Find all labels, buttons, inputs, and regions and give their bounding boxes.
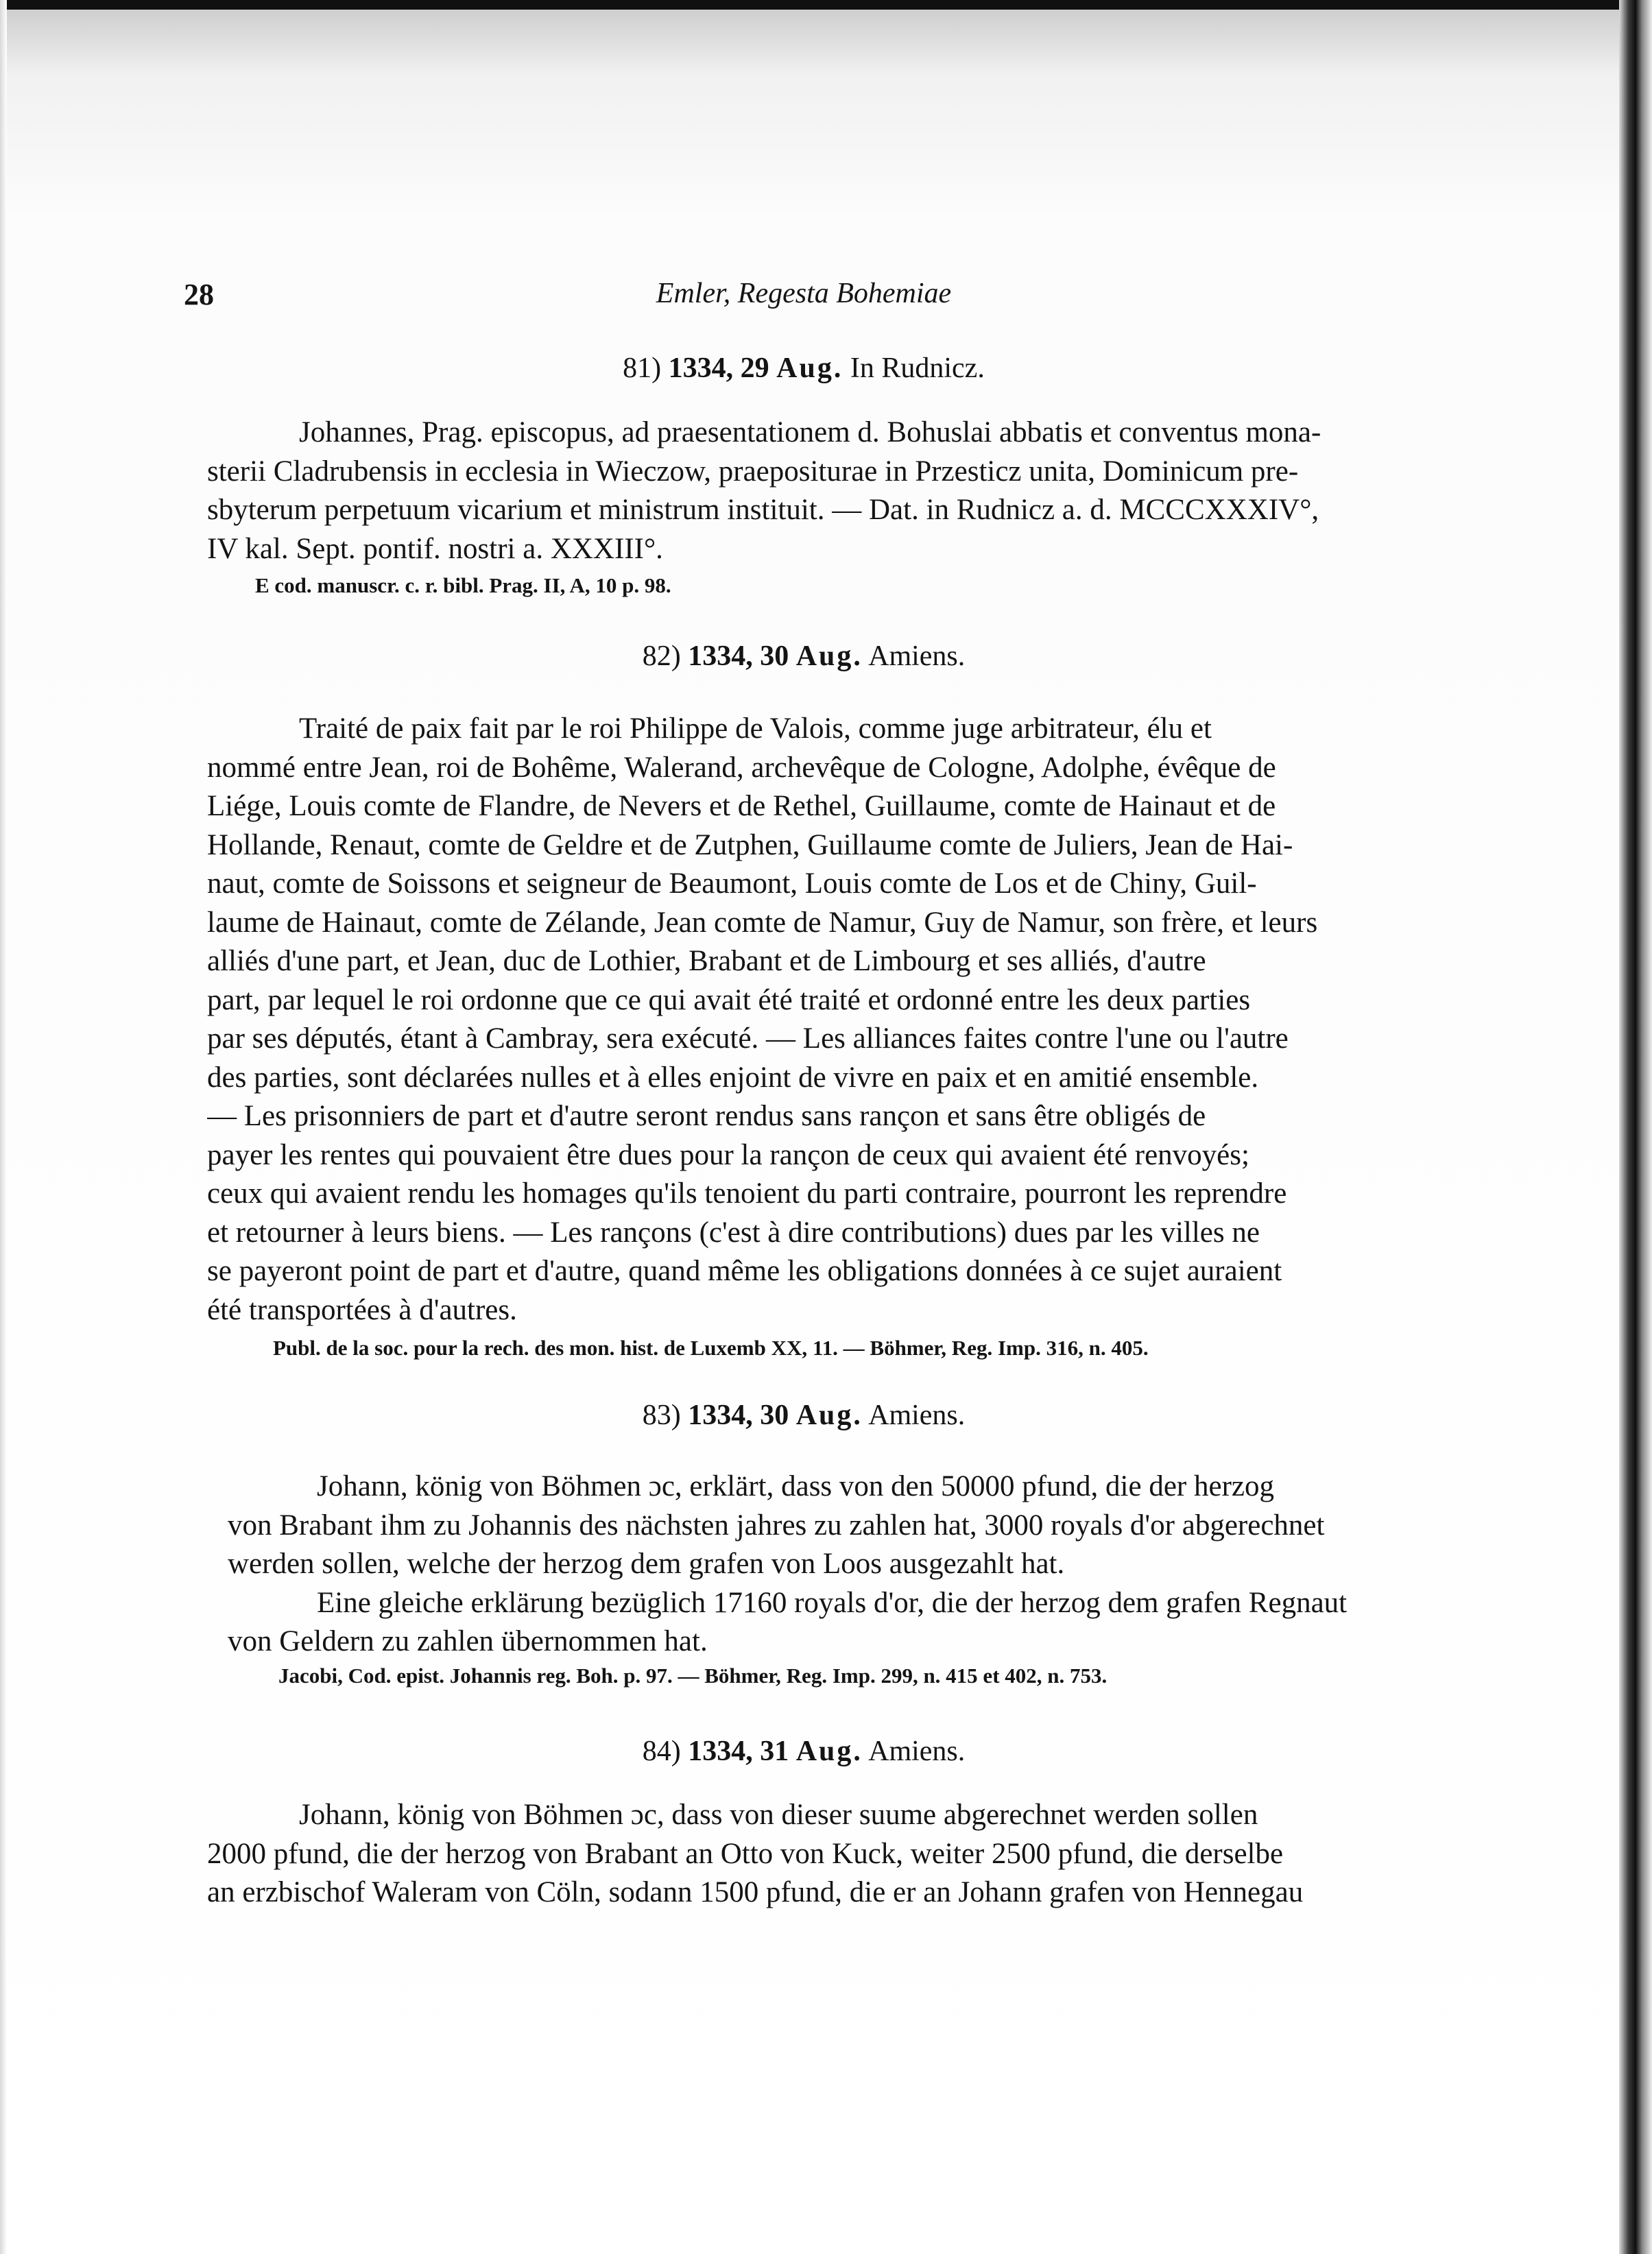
text-line: — Les prisonniers de part et d'autre seront rendus sans rançon et sans être obligés de (207, 1100, 1206, 1132)
entry-month: Aug. (795, 1736, 863, 1767)
page-number: 28 (184, 278, 214, 311)
text-line: alliés d'une part, et Jean, duc de Lothier, Brabant et de Limbourg et ses alliés, d'autre (207, 945, 1206, 977)
entry-body (208, 710, 1424, 1330)
entry-heading (184, 350, 1424, 387)
source-citation: Publ. de la soc. pour la rech. des mon. hist. de Luxemb XX, 11. — Böhmer, Reg. Imp. 316, n. 405. (273, 1336, 1149, 1360)
text-line: se payeront point de part et d'autre, quand même les obligations données à ce sujet auraient (207, 1255, 1282, 1287)
entry-body (208, 413, 1424, 568)
entry-year: 1334, (688, 640, 753, 672)
entry-month: Aug. (795, 640, 863, 672)
text-line: Traité de paix fait par le roi Philippe de Valois, comme juge arbitrateur, élu et (299, 712, 1212, 745)
entry-year: 1334, (688, 1736, 753, 1767)
entry-year: 1334, (688, 1400, 753, 1431)
text-line: Johannes, Prag. episcopus, ad praesentationem d. Bohuslai abbatis et conventus mona- (299, 416, 1321, 448)
entry-day: 31 (760, 1736, 789, 1767)
text-line: part, par lequel le roi ordonne que ce qui avait été traité et ordonné entre les deux parties (207, 983, 1251, 1016)
text-line: laume de Hainaut, comte de Zélande, Jean comte de Namur, Guy de Namur, son frère, et leurs (207, 906, 1318, 939)
text-line: ceux qui avaient rendu les homages qu'ils tenoient du parti contraire, pourront les reprendre (207, 1177, 1287, 1210)
text-line: nommé entre Jean, roi de Bohême, Walerand, archevêque de Cologne, Adolphe, évêque de (207, 751, 1276, 784)
source-citation: Jacobi, Cod. epist. Johannis reg. Boh. p. 97. — Böhmer, Reg. Imp. 299, n. 415 et 402, n. 753. (278, 1664, 1108, 1688)
text-line: Liége, Louis comte de Flandre, de Nevers et de Rethel, Guillaume, comte de Hainaut et de (207, 790, 1276, 822)
running-head (184, 277, 1424, 318)
text-line: von Geldern zu zahlen übernommen hat. (228, 1625, 708, 1657)
entry-number: 83) (642, 1400, 681, 1431)
text-line: an erzbischof Waleram von Cöln, sodann 1500 pfund, die er an Johann grafen von Hennegau (207, 1876, 1304, 1908)
text-line: 2000 pfund, die der herzog von Brabant an Otto von Kuck, weiter 2500 pfund, die derselbe (207, 1837, 1284, 1870)
text-line: sbyterum perpetuum vicarium et ministrum instituit. — Dat. in Rudnicz a. d. MCCCXXXIV°, (207, 494, 1319, 526)
entry-heading (184, 638, 1424, 675)
entry-number: 82) (642, 640, 681, 672)
entry-day: 30 (760, 1400, 789, 1431)
text-line: Johann, könig von Böhmen ɔc, erklärt, dass von den 50000 pfund, die der herzog (317, 1470, 1274, 1502)
entry-place: Amiens. (868, 1400, 966, 1431)
text-line: été transportées à d'autres. (207, 1293, 517, 1326)
entry-month: Aug. (776, 352, 843, 384)
text-line: sterii Cladrubensis in ecclesia in Wieczow, praeposituraе in Przesticz unita, Dominicum pre- (207, 455, 1299, 488)
text-line: von Brabant ihm zu Johannis des nächsten jahres zu zahlen hat, 3000 royals d'or abgerechnet (228, 1509, 1325, 1542)
entry-heading (184, 1733, 1424, 1770)
scan-left-edge (0, 0, 7, 2254)
text-line: par ses députés, étant à Cambray, sera exécuté. — Les alliances faites contre l'une ou l'autre (207, 1022, 1289, 1055)
entry-heading (184, 1397, 1424, 1434)
source-citation: E cod. manuscr. c. r. bibl. Prag. II, A, 10 p. 98. (255, 573, 671, 597)
entry-body (229, 1467, 1424, 1662)
text-line: Eine gleiche erklärung bezüglich 17160 royals d'or, die der herzog dem grafen Regnaut (317, 1586, 1348, 1619)
text-line: Hollande, Renaut, comte de Geldre et de Zutphen, Guillaume comte de Juliers, Jean de Hai- (207, 828, 1293, 861)
entry-place: Amiens. (868, 1736, 966, 1767)
entry-place: In Rudnicz. (850, 352, 985, 384)
entry-day: 30 (760, 640, 789, 672)
entry-place: Amiens. (868, 640, 966, 672)
running-title: Emler, Regesta Bohemiae (656, 278, 952, 309)
text-line: naut, comte de Soissons et seigneur de Beaumont, Louis comte de Los et de Chiny, Guil- (207, 867, 1257, 900)
text-line: et retourner à leurs biens. — Les rançons (c'est à dire contributions) dues par les villes ne (207, 1216, 1260, 1249)
text-line: payer les rentes qui pouvaient être dues pour la rançon de ceux qui avaient été renvoyés; (207, 1138, 1249, 1171)
entry-body (208, 1796, 1424, 1913)
scan-top-edge (0, 0, 1652, 10)
text-line: des parties, sont déclarées nulles et à elles enjoint de vivre en paix et en amitié ensemble. (207, 1061, 1259, 1094)
text-line: Johann, könig von Böhmen ɔc, dass von dieser suume abgerechnet werden sollen (299, 1799, 1258, 1831)
entry-number: 81) (623, 352, 662, 384)
scan-right-edge (1619, 0, 1652, 2254)
text-line: werden sollen, welche der herzog dem grafen von Loos ausgezahlt hat. (228, 1548, 1065, 1580)
entry-year: 1334, (668, 352, 734, 384)
entry-day: 29 (740, 352, 769, 384)
entry-number: 84) (642, 1736, 681, 1767)
text-line: IV kal. Sept. pontif. nostri a. XXXIII°. (207, 532, 663, 565)
entry-month: Aug. (795, 1400, 863, 1431)
